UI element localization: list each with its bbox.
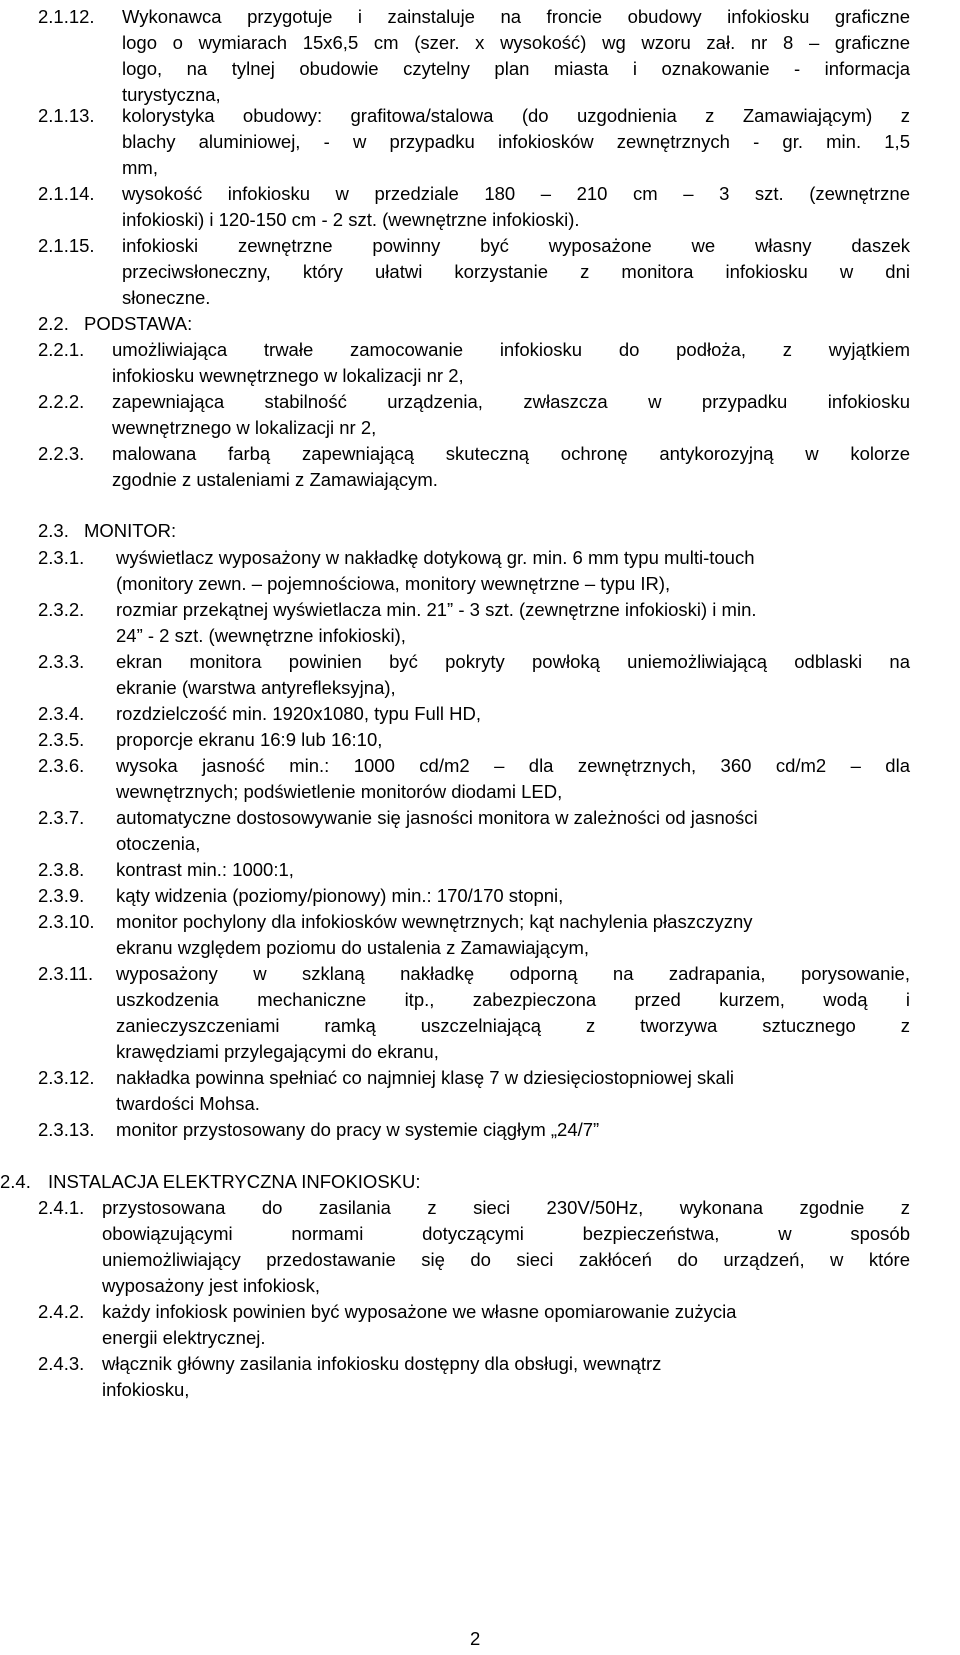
item-number: 2.3.13. [38, 1119, 95, 1140]
list-item [38, 1117, 599, 1143]
item-line: monitor przystosowany do pracy w systemie ciągłym „24/7” [116, 1119, 600, 1140]
list-item [38, 1351, 910, 1403]
item-line: wewnętrznego w lokalizacji nr 2, [112, 417, 377, 438]
list-item [38, 727, 382, 753]
item-line: uszkodzenia mechaniczne itp., zabezpieczona przed kurzem, wodą i [116, 989, 910, 1010]
item-line: przystosowana do zasilania z sieci 230V/50Hz, wykonana zgodnie z [102, 1197, 910, 1218]
item-line: kąty widzenia (poziomy/pionowy) min.: 170/170 stopni, [116, 885, 564, 906]
list-item [38, 4, 910, 108]
item-number: 2.3.4. [38, 703, 85, 724]
item-number: 2.3.9. [38, 885, 85, 906]
page-number: 2 [470, 1628, 481, 1649]
list-item [38, 805, 910, 857]
item-number: 2.3.2. [38, 599, 85, 620]
list-item [38, 753, 910, 805]
item-line: 24” - 2 szt. (wewnętrzne infokioski), [116, 625, 406, 646]
item-number: 2.4. [0, 1171, 31, 1192]
item-number: 2.4.3. [38, 1353, 85, 1374]
section-heading [38, 311, 192, 337]
list-item [38, 961, 910, 1065]
list-item [38, 597, 910, 649]
list-item [38, 389, 910, 441]
item-line: umożliwiająca trwałe zamocowanie infokiosku do podłoża, z wyjątkiem [112, 339, 910, 360]
item-line: turystyczna, [122, 84, 221, 105]
item-number: 2.1.14. [38, 183, 95, 204]
item-line: Wykonawca przygotuje i zainstaluje na froncie obudowy infokiosku graficzne [122, 6, 910, 27]
item-number: 2.3.3. [38, 651, 85, 672]
item-line: ekranu względem poziomu do ustalenia z Zamawiającym, [116, 937, 589, 958]
item-line: ekran monitora powinien być pokryty powłoką uniemożliwiającą odblaski na [116, 651, 910, 672]
section-title: MONITOR: [84, 520, 177, 541]
list-item [38, 1065, 910, 1117]
list-item [38, 1299, 910, 1351]
item-number: 2.1.15. [38, 235, 95, 256]
item-line: infokiosku, [102, 1379, 190, 1400]
item-line: ekranie (warstwa antyrefleksyjna), [116, 677, 396, 698]
item-number: 2.3.7. [38, 807, 85, 828]
item-line: nakładka powinna spełniać co najmniej klasę 7 w dziesięciostopniowej skali [116, 1067, 735, 1088]
item-number: 2.4.1. [38, 1197, 85, 1218]
item-number: 2.1.13. [38, 105, 95, 126]
section-heading [0, 1169, 421, 1195]
item-number: 2.3.5. [38, 729, 85, 750]
item-number: 2.2.1. [38, 339, 85, 360]
item-line: wyposażony w szklaną nakładkę odporną na zadrapania, porysowanie, [116, 963, 910, 984]
item-number: 2.3.12. [38, 1067, 95, 1088]
item-line: proporcje ekranu 16:9 lub 16:10, [116, 729, 383, 750]
item-line: infokiosku wewnętrznego w lokalizacji nr 2, [112, 365, 464, 386]
item-line: rozdzielczość min. 1920x1080, typu Full HD, [116, 703, 482, 724]
item-number: 2.1.12. [38, 6, 95, 27]
item-line: infokioski) i 120-150 cm - 2 szt. (wewnętrzne infokioski). [122, 209, 580, 230]
section-heading [38, 518, 176, 544]
item-number: 2.2.3. [38, 443, 85, 464]
list-item [38, 233, 910, 311]
item-line: zapewniająca stabilność urządzenia, zwłaszcza w przypadku infokiosku [112, 391, 910, 412]
item-line: malowana farbą zapewniającą skuteczną ochronę antykorozyjną w kolorze [112, 443, 910, 464]
item-line: energii elektrycznej. [102, 1327, 266, 1348]
list-item [38, 441, 910, 493]
section-title: INSTALACJA ELEKTRYCZNA INFOKIOSKU: [48, 1171, 421, 1192]
item-number: 2.3.6. [38, 755, 85, 776]
item-line: wysoka jasność min.: 1000 cd/m2 – dla zewnętrznych, 360 cd/m2 – dla [116, 755, 910, 776]
item-line: monitor pochylony dla infokiosków wewnętrznych; kąt nachylenia płaszczyzny [116, 911, 753, 932]
item-line: wysokość infokiosku w przedziale 180 – 210 cm – 3 szt. (zewnętrzne [122, 183, 910, 204]
item-line: (monitory zewn. – pojemnościowa, monitory wewnętrzne – typu IR), [116, 573, 671, 594]
item-line: obowiązującymi normami dotyczącymi bezpieczeństwa, w sposób [102, 1223, 910, 1244]
item-line: wewnętrznych; podświetlenie monitorów diodami LED, [116, 781, 563, 802]
item-number: 2.2.2. [38, 391, 85, 412]
list-item [38, 857, 294, 883]
list-item [38, 545, 910, 597]
item-number: 2.3. [38, 520, 69, 541]
item-line: krawędziami przylegającymi do ekranu, [116, 1041, 439, 1062]
item-line: zgodnie z ustaleniami z Zamawiającym. [112, 469, 438, 490]
list-item [38, 103, 910, 181]
item-line: infokioski zewnętrzne powinny być wyposażone we własny daszek [122, 235, 910, 256]
item-line: logo o wymiarach 15x6,5 cm (szer. x wysokość) wg wzoru zał. nr 8 – graficzne [122, 32, 910, 53]
item-line: zanieczyszczeniami ramką uszczelniającą z tworzywa sztucznego z [116, 1015, 910, 1036]
list-item [38, 1195, 910, 1299]
item-number: 2.3.10. [38, 911, 95, 932]
item-line: każdy infokiosk powinien być wyposażone we własne opomiarowanie zużycia [102, 1301, 737, 1322]
item-line: wyposażony jest infokiosk, [102, 1275, 320, 1296]
item-line: kolorystyka obudowy: grafitowa/stalowa (do uzgodnienia z Zamawiającym) z [122, 105, 910, 126]
item-line: przeciwsłoneczny, który ułatwi korzystanie z monitora infokiosku w dni [122, 261, 910, 282]
item-number: 2.3.1. [38, 547, 85, 568]
item-line: kontrast min.: 1000:1, [116, 859, 294, 880]
item-line: logo, na tylnej obudowie czytelny plan miasta i oznakowanie - informacja [122, 58, 910, 79]
list-item [38, 909, 910, 961]
item-number: 2.3.11. [38, 963, 94, 984]
item-number: 2.4.2. [38, 1301, 85, 1322]
item-line: uniemożliwiający przedostawanie się do sieci zakłóceń do urządzeń, w które [102, 1249, 910, 1270]
list-item [38, 883, 563, 909]
item-line: wyświetlacz wyposażony w nakładkę dotykową gr. min. 6 mm typu multi-touch [116, 547, 755, 568]
item-line: rozmiar przekątnej wyświetlacza min. 21” - 3 szt. (zewnętrzne infokioski) i min. [116, 599, 757, 620]
item-line: włącznik główny zasilania infokiosku dostępny dla obsługi, wewnątrz [102, 1353, 662, 1374]
item-number: 2.3.8. [38, 859, 85, 880]
item-number: 2.2. [38, 313, 69, 334]
list-item [38, 649, 910, 701]
item-line: twardości Mohsa. [116, 1093, 260, 1114]
item-line: mm, [122, 157, 158, 178]
list-item [38, 701, 481, 727]
section-title: PODSTAWA: [84, 313, 193, 334]
list-item [38, 181, 910, 233]
list-item [38, 337, 910, 389]
item-line: automatyczne dostosowywanie się jasności monitora w zależności od jasności [116, 807, 758, 828]
item-line: blachy aluminiowej, - w przypadku infokiosków zewnętrznych - gr. min. 1,5 [122, 131, 910, 152]
item-line: słoneczne. [122, 287, 211, 308]
item-line: otoczenia, [116, 833, 201, 854]
